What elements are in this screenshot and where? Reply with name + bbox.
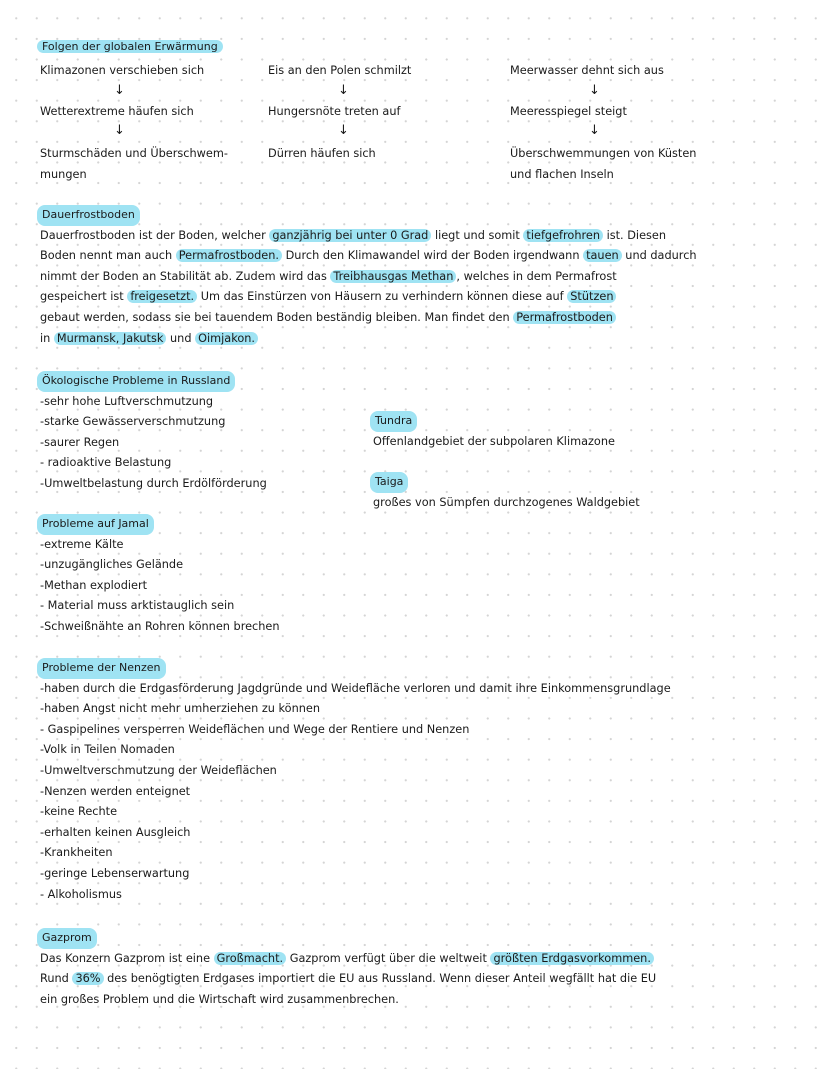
text: gespeichert ist: [40, 290, 128, 304]
section-tundra: [373, 411, 615, 452]
consequence-text: Eis an den Polen schmilzt: [268, 64, 412, 77]
text: nimmt der Boden an Stabilität ab. Zudem wird das: [40, 269, 331, 283]
paragraph-line: [40, 969, 656, 990]
list-item: -keine Rechte: [40, 805, 118, 819]
list-item: - Material muss arktistauglich sein: [40, 599, 235, 613]
arrow-down-icon: ↓: [589, 83, 600, 98]
text: Um das Einstürzen von Häusern zu verhindern können diese auf: [197, 290, 568, 304]
heading-jamal: Probleme auf Jamal: [37, 514, 154, 535]
arrow-down-icon: ↓: [114, 83, 125, 98]
consequence-text: Hungersnöte treten auf: [268, 105, 401, 118]
text: ist. Diesen: [603, 228, 667, 242]
arrow-down-icon: ↓: [589, 123, 600, 138]
list-item: -Nenzen werden enteignet: [40, 784, 191, 798]
highlighted-text: tauen: [583, 249, 622, 262]
highlighted-text: Oimjakon.: [195, 332, 258, 345]
list-item: -erhalten keinen Ausgleich: [40, 825, 191, 839]
text: gebaut werden, sodass sie bei tauendem Boden beständig bleiben. Man findet den: [40, 310, 514, 324]
consequence-text: mungen: [40, 168, 87, 181]
paragraph: [40, 226, 697, 350]
list: [40, 535, 280, 638]
list-item: -haben Angst nicht mehr umherziehen zu können: [40, 702, 320, 716]
heading-tundra: Tundra: [370, 411, 417, 432]
list-item: - Alkoholismus: [40, 887, 122, 901]
highlighted-text: ganzjährig bei unter 0 Grad: [269, 229, 431, 242]
paragraph-line: [40, 949, 656, 970]
section-folgen: [0, 40, 828, 190]
consequence-text: und flachen Inseln: [510, 168, 614, 181]
text: , welches in dem Permafrost: [456, 269, 617, 283]
text: Das Konzern Gazprom ist eine: [40, 951, 214, 965]
highlighted-text: Stützen: [567, 290, 616, 303]
text: in: [40, 331, 54, 345]
text: und: [166, 331, 196, 345]
arrow-down-icon: ↓: [338, 83, 349, 98]
text: Gazprom verfügt über die weltweit: [286, 951, 491, 965]
heading-folgen: Folgen der globalen Erwärmung: [37, 40, 223, 53]
paragraph-line: [40, 267, 697, 288]
list-item: -starke Gewässerverschmutzung: [40, 415, 226, 429]
section-oekologische-probleme: [40, 371, 267, 495]
list-item: -Krankheiten: [40, 846, 113, 860]
section-jamal: [40, 514, 280, 638]
text: und dadurch: [621, 249, 697, 263]
text: Boden nennt man auch: [40, 249, 176, 263]
paragraph-line: [40, 226, 697, 247]
paragraph: [40, 949, 656, 1011]
consequence-text: Überschwemmungen von Küsten: [510, 147, 697, 160]
heading-taiga: Taiga: [370, 472, 408, 493]
arrow-down-icon: ↓: [338, 123, 349, 138]
section-gazprom: [40, 928, 656, 1010]
list-item: -haben durch die Erdgasförderung Jagdgründe und Weidefläche verloren und damit ihre Einkommensgrundlage: [40, 681, 671, 695]
paragraph-line: [40, 308, 697, 329]
consequence-text: Sturmschäden und Überschwem-: [40, 147, 228, 160]
text: Rund: [40, 972, 73, 986]
heading-nenzen: Probleme der Nenzen: [37, 658, 166, 679]
list: [40, 679, 671, 906]
highlighted-text: Treibhausgas Methan: [330, 270, 456, 283]
list-item: -unzugängliches Gelände: [40, 558, 184, 572]
section-nenzen: [40, 658, 671, 905]
highlighted-text: Großmacht.: [214, 952, 287, 965]
arrow-down-icon: ↓: [114, 123, 125, 138]
paragraph-line: [40, 287, 697, 308]
heading-gazprom: Gazprom: [37, 928, 97, 949]
list-item: -Umweltbelastung durch Erdölförderung: [40, 476, 267, 490]
highlighted-text: tiefgefrohren: [523, 229, 603, 242]
highlighted-text: größten Erdgasvorkommen.: [490, 952, 653, 965]
definition-text: Offenlandgebiet der subpolaren Klimazone: [373, 434, 615, 448]
consequence-text: Meeresspiegel steigt: [510, 105, 627, 118]
paragraph-line: [40, 329, 697, 350]
highlighted-text: 36%: [72, 972, 103, 985]
heading-oekologische-probleme: Ökologische Probleme in Russland: [37, 371, 235, 392]
list-item: -Volk in Teilen Nomaden: [40, 743, 175, 757]
text: Dauerfrostboden ist der Boden, welcher: [40, 228, 270, 242]
heading-dauerfrostboden: Dauerfrostboden: [37, 205, 140, 226]
consequence-text: Dürren häufen sich: [268, 147, 376, 160]
list-item: -Schweißnähte an Rohren können brechen: [40, 619, 280, 633]
section-dauerfrostboden: [40, 205, 697, 349]
text: Durch den Klimawandel wird der Boden irgendwann: [282, 249, 584, 263]
list-item: -geringe Lebenserwartung: [40, 866, 190, 880]
list-item: -Umweltverschmutzung der Weideflächen: [40, 763, 277, 777]
consequence-text: Wetterextreme häufen sich: [40, 105, 194, 118]
list-item: -sehr hohe Luftverschmutzung: [40, 394, 214, 408]
text: des benögtigten Erdgases importiert die EU aus Russland. Wenn dieser Anteil wegfällt hat die EU: [103, 972, 657, 986]
list-item: - radioaktive Belastung: [40, 456, 172, 470]
consequence-text: Meerwasser dehnt sich aus: [510, 64, 664, 77]
paragraph-line: [40, 246, 697, 267]
highlighted-text: Murmansk, Jakutsk: [54, 332, 167, 345]
section-taiga: [373, 472, 640, 513]
paragraph-line: [40, 990, 656, 1011]
text: liegt und somit: [431, 228, 524, 242]
list-item: -Methan explodiert: [40, 578, 148, 592]
text: ein großes Problem und die Wirtschaft wird zusammenbrechen.: [40, 992, 399, 1006]
list-item: - Gaspipelines versperren Weideflächen und Wege der Rentiere und Nenzen: [40, 722, 470, 736]
list: [40, 392, 267, 495]
consequence-text: Klimazonen verschieben sich: [40, 64, 205, 77]
highlighted-text: freigesetzt.: [127, 290, 197, 303]
list-item: -saurer Regen: [40, 435, 120, 449]
highlighted-text: Permafrostboden.: [176, 249, 282, 262]
list-item: -extreme Kälte: [40, 537, 124, 551]
highlighted-text: Permafrostboden: [513, 311, 616, 324]
definition-text: großes von Sümpfen durchzogenes Waldgebiet: [373, 495, 640, 509]
